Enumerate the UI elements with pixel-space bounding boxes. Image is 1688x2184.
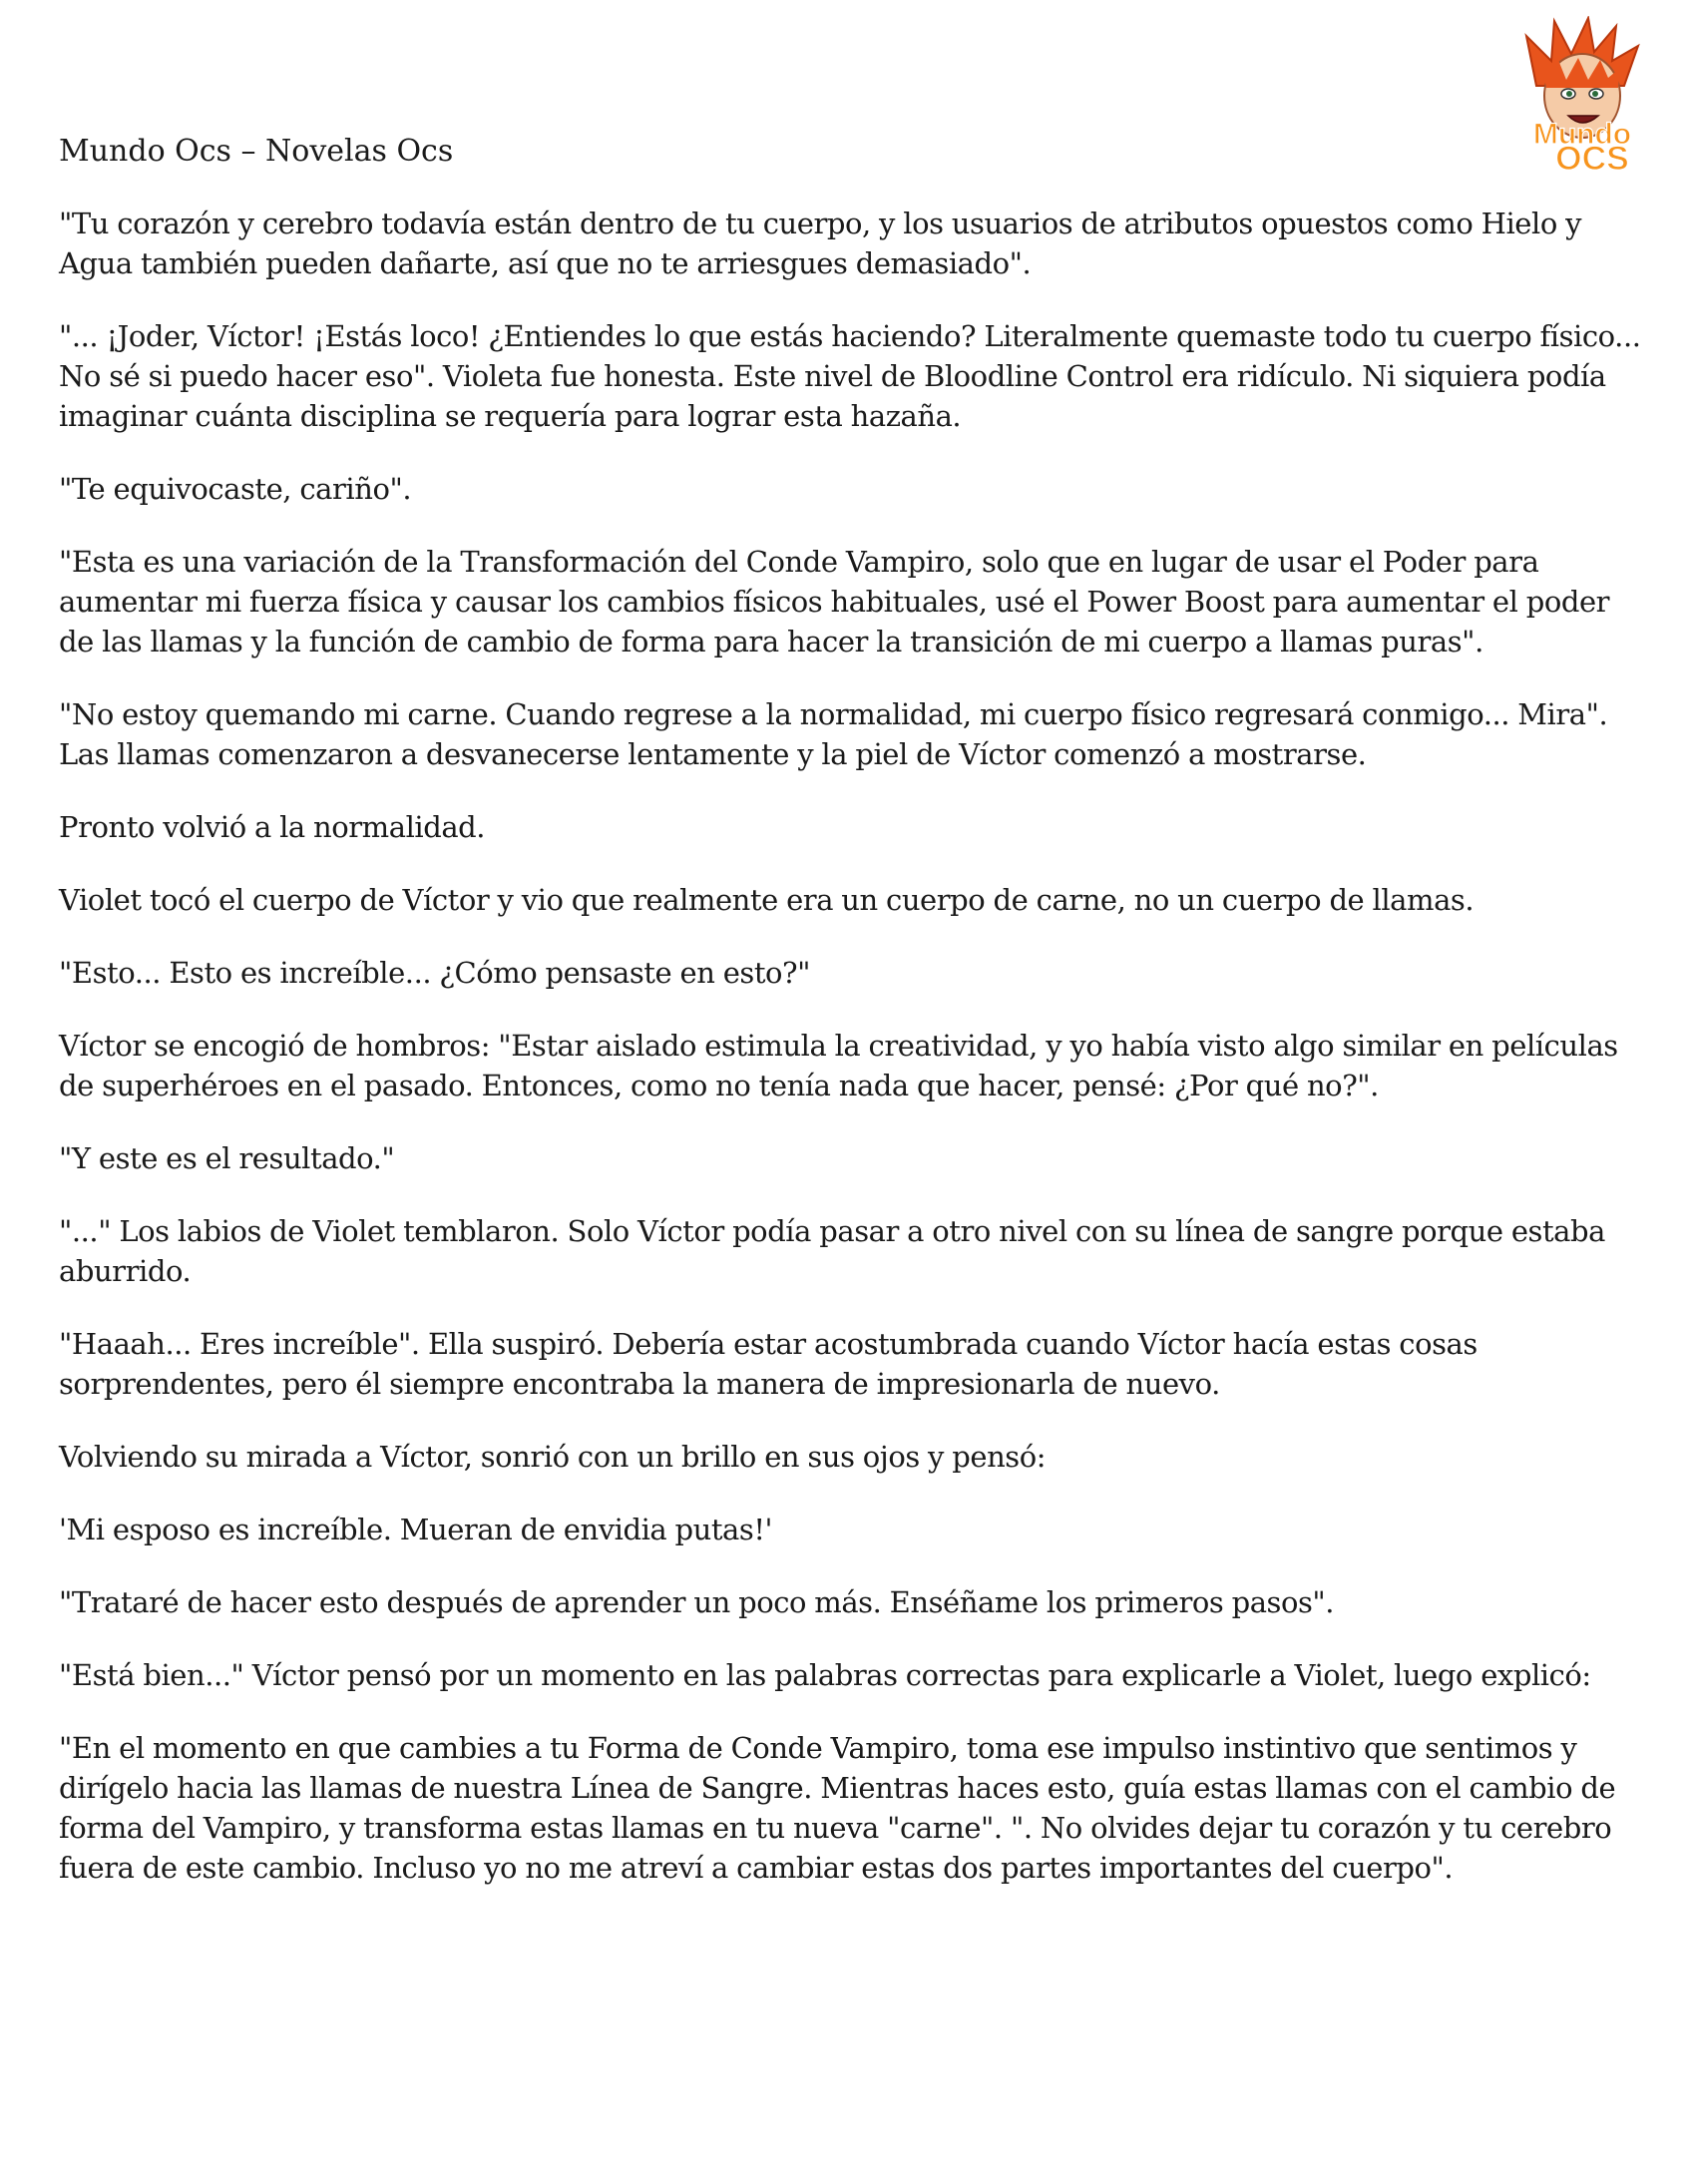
mundo-ocs-logo-icon (1496, 16, 1668, 176)
document-body (59, 204, 1645, 1921)
paragraph: Volviendo su mirada a Víctor, sonrió con un brillo en sus ojos y pensó: (59, 1440, 1047, 1474)
logo-text-mundo: Mundo (1532, 118, 1632, 151)
paragraph: "Trataré de hacer esto después de aprender un poco más. Enséñame los primeros pasos". (59, 1585, 1335, 1619)
paragraph: "Está bien..." Víctor pensó por un momento en las palabras correctas para explicarle a Violet, luego explicó: (59, 1658, 1591, 1692)
mundo-ocs-logo (1496, 16, 1668, 176)
paragraph: "Esto... Esto es increíble... ¿Cómo pensaste en esto?" (59, 956, 811, 990)
paragraph: "Esta es una variación de la Transformación del Conde Vampiro, solo que en lugar de usar el Poder para aumentar mi fuerza física y causar los cambios físicos habituales, usé el Power Boost para aumentar el poder de las llamas y la función de cambio de forma para hacer la transición de mi cuerpo a llamas puras". (59, 545, 1610, 658)
paragraph: Pronto volvió a la normalidad. (59, 810, 486, 844)
logo-text-ocs: OCS (1555, 140, 1629, 176)
paragraph: 'Mi esposo es increíble. Mueran de envidia putas!' (59, 1513, 773, 1546)
paragraph: Violet tocó el cuerpo de Víctor y vio que realmente era un cuerpo de carne, no un cuerpo de llamas. (59, 883, 1475, 917)
paragraph: "Tu corazón y cerebro todavía están dentro de tu cuerpo, y los usuarios de atributos opuestos como Hielo y Agua también pueden dañarte, así que no te arriesgues demasiado". (59, 207, 1582, 280)
paragraph: "En el momento en que cambies a tu Forma de Conde Vampiro, toma ese impulso instintivo que sentimos y dirígelo hacia las llamas de nuestra Línea de Sangre. Mientras haces esto, guía estas llamas con el cambio de forma del Vampiro, y transforma estas llamas en tu nueva "carne". ". No olvides dejar tu corazón y tu cerebro fuera de este cambio. Incluso yo no me atreví a cambiar estas dos partes importantes del cuerpo". (59, 1731, 1616, 1885)
paragraph: "..." Los labios de Violet temblaron. Solo Víctor podía pasar a otro nivel con su línea de sangre porque estaba aburrido. (59, 1214, 1605, 1288)
paragraph: Víctor se encogió de hombros: "Estar aislado estimula la creatividad, y yo había visto algo similar en películas de superhéroes en el pasado. Entonces, como no tenía nada que hacer, pensé: ¿Por qué no?". (59, 1029, 1618, 1102)
paragraph: "No estoy quemando mi carne. Cuando regrese a la normalidad, mi cuerpo físico regresará conmigo... Mira". Las llamas comenzaron a desvanecerse lentamente y la piel de Víctor comenzó a mostrarse. (59, 697, 1608, 771)
document-header: Mundo Ocs – Novelas Ocs (59, 134, 454, 169)
paragraph: "... ¡Joder, Víctor! ¡Estás loco! ¿Entiendes lo que estás haciendo? Literalmente quemaste todo tu cuerpo físico... No sé si puedo hacer eso". Violeta fue honesta. Este nivel de Bloodline Control era ridículo. Ni siquiera podía imaginar cuánta disciplina se requería para lograr esta hazaña. (59, 319, 1641, 433)
paragraph: "Y este es el resultado." (59, 1141, 395, 1175)
paragraph: "Te equivocaste, cariño". (59, 472, 412, 506)
paragraph: "Haaah... Eres increíble". Ella suspiró. Debería estar acostumbrada cuando Víctor hacía estas cosas sorprendentes, pero él siempre encontraba la manera de impresionarla de nuevo. (59, 1327, 1477, 1401)
